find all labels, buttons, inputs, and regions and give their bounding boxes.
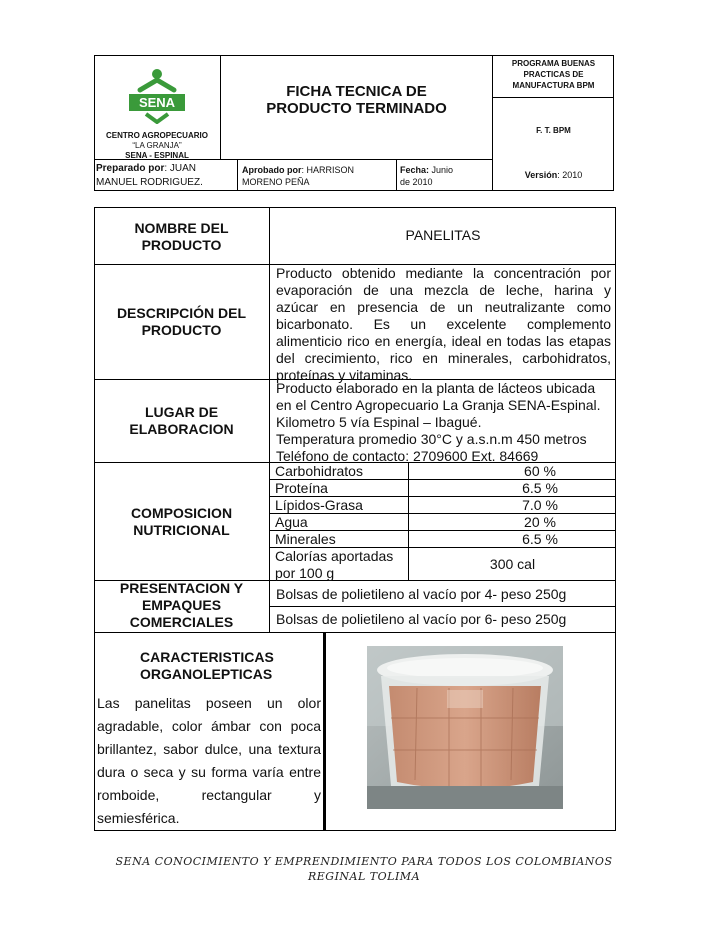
date-year: de 2010 — [400, 177, 433, 187]
comp-label-1: COMPOSICION — [130, 505, 233, 521]
product-photo — [367, 646, 563, 809]
prepared-by: Preparado por: JUAN — [96, 163, 197, 174]
organo-label-1: CARACTERISTICAS — [140, 649, 274, 665]
pres-label-2: EMPAQUES — [141, 597, 222, 613]
title-line1: FICHA TECNICA DE — [286, 83, 427, 100]
center-place: SENA - ESPINAL — [125, 151, 189, 160]
name-label-2: PRODUCTO — [141, 237, 222, 253]
header-divider — [492, 97, 614, 98]
center-sub: “LA GRANJA” — [132, 141, 182, 150]
nutrient-value: 6.5 % — [522, 531, 558, 547]
calories-label: Calorías aportadas por 100 g — [275, 548, 394, 581]
version: Versión: 2010 — [524, 170, 583, 180]
name-label-1: NOMBRE DEL — [134, 220, 229, 236]
product-name: PANELITAS — [405, 227, 481, 243]
nutrient-value: 6.5 % — [522, 480, 558, 496]
calories-value: 300 cal — [489, 556, 536, 572]
place-line: Teléfono de contacto: 2709600 Ext. 84669 — [276, 448, 539, 464]
table-divider — [323, 632, 326, 831]
program-line3: MANUFACTURA BPM — [512, 81, 595, 90]
table-divider — [269, 207, 270, 632]
sena-logo — [126, 68, 188, 124]
comp-label-2: NUTRICIONAL — [133, 522, 230, 538]
desc-line: proteínas y vitaminas. — [276, 367, 413, 383]
place-line: Temperatura promedio 30°C y a.s.n.m 450 metros — [276, 431, 587, 447]
desc-line: evaporación de una mezcla de leche, harina y — [276, 282, 611, 298]
title-line2: PRODUCTO TERMINADO — [266, 100, 447, 117]
nutrient-value: 7.0 % — [522, 497, 558, 513]
desc-label-2: PRODUCTO — [141, 322, 222, 338]
approved-by: Aprobado por: HARRISON — [242, 165, 355, 175]
date: Fecha: Junio — [400, 165, 454, 175]
organo-label-2: ORGANOLEPTICAS — [140, 666, 273, 682]
desc-text — [276, 265, 611, 384]
footer-line2: REGINAL TOLIMA — [307, 870, 421, 883]
nutrient-name: Carbohidratos — [275, 463, 363, 479]
organo-text: Las panelitas poseen un olor agradable, color ámbar con poca brillantez, sabor dulce, una textura dura o seca y su forma varía entre romboide, rectangular y semiesférica. — [97, 695, 321, 826]
table-divider — [269, 606, 616, 607]
program-line1: PROGRAMA BUENAS — [511, 59, 596, 68]
place-label-2: ELABORACION — [129, 421, 234, 437]
place-label-1: LUGAR DE — [144, 404, 219, 420]
approved-by-name: MORENO PEÑA — [242, 177, 310, 187]
nutrient-name: Proteína — [275, 480, 328, 496]
program-line2: PRACTICAS DE — [523, 70, 584, 79]
prepared-by-name: MANUEL RODRIGUEZ. — [96, 177, 203, 188]
nutrient-name: Minerales — [275, 531, 336, 547]
place-line: en el Centro Agropecuario La Granja SENA-Espinal. — [276, 397, 601, 413]
place-line: Producto elaborado en la planta de lácteos ubicada — [276, 380, 596, 396]
nutrient-value: 20 % — [524, 514, 556, 530]
header-divider — [396, 159, 397, 191]
center-name: CENTRO AGROPECUARIO — [106, 131, 208, 140]
nutrient-value: 60 % — [524, 463, 556, 479]
form-code: F. T. BPM — [536, 126, 571, 135]
logo-text: SENA — [138, 95, 176, 110]
place-line: Kilometro 5 vía Espinal – Ibagué. — [276, 414, 482, 430]
pres-label-1: PRESENTACION Y — [119, 580, 244, 596]
desc-line: bicarbonato. Es un excelente complemento — [276, 316, 611, 332]
table-divider — [94, 632, 616, 633]
desc-line: del crecimiento, rico en minerales, carbohidratos, — [276, 350, 611, 366]
header-divider — [237, 159, 238, 191]
presentation-1: Bolsas de polietileno al vacío por 4- peso 250g — [276, 586, 567, 602]
footer-line1: SENA CONOCIMIENTO Y EMPRENDIMIENTO PARA TODOS LOS COLOMBIANOS — [115, 855, 613, 868]
desc-line: alimenticio rico en energía, ideal en todas las etapas — [276, 333, 611, 349]
desc-line: Producto obtenido mediante la concentración por — [276, 265, 611, 281]
place-text — [276, 380, 616, 465]
pres-label-3: COMERCIALES — [129, 614, 234, 630]
desc-line: azúcar en presencia de un neutralizante como — [276, 299, 611, 315]
nutrient-name: Lípidos-Grasa — [275, 497, 363, 513]
desc-label-1: DESCRIPCIÓN DEL — [116, 305, 247, 321]
presentation-2: Bolsas de polietileno al vacío por 6- peso 250g — [276, 611, 567, 627]
nutrient-name: Agua — [275, 514, 308, 530]
